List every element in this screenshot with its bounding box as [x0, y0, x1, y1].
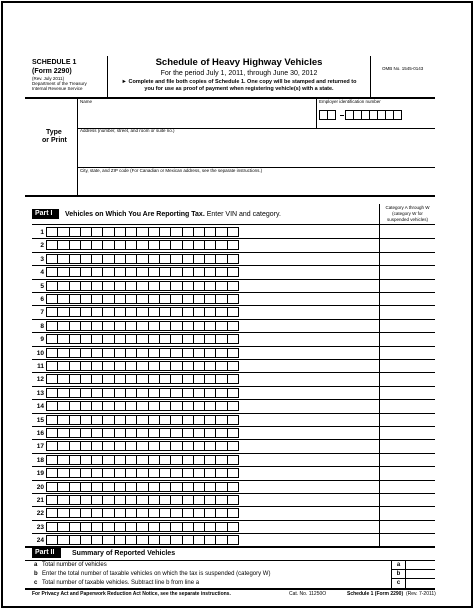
category-input[interactable]	[380, 506, 435, 519]
row-number: 19	[36, 470, 44, 478]
instruction-line-2: you for use as proof of payment when registering vehicle(s) with a state.	[144, 86, 334, 92]
line-b-text: Enter the total number of taxable vehicles on which the tax is suspended (category W)	[42, 571, 271, 577]
type-label: Type	[46, 129, 62, 136]
row-number: 18	[36, 456, 44, 464]
or-print-label: or Print	[42, 137, 67, 144]
vehicle-row	[25, 359, 435, 373]
category-input[interactable]	[380, 305, 435, 318]
row-number: 22	[36, 510, 44, 518]
privacy-notice: For Privacy Act and Paperwork Reduction Act Notice, see the separate instructions.	[32, 591, 231, 597]
line-a-input[interactable]	[406, 561, 435, 569]
vehicle-row	[25, 319, 435, 333]
category-input[interactable]	[380, 520, 435, 533]
category-input[interactable]	[380, 480, 435, 493]
vin-input[interactable]	[47, 441, 239, 451]
city-label: City, state, and ZIP code (For Canadian or Mexican address, see the separate instructions.)	[80, 168, 263, 173]
vehicle-row	[25, 386, 435, 400]
line-c-text: Total number of taxable vehicles. Subtract line b from line a	[42, 580, 200, 586]
instruction-line-1: ► Complete and file both copies of Schedule 1. One copy will be stamped and returned to	[121, 79, 357, 85]
category-input[interactable]	[380, 252, 435, 265]
vin-input[interactable]	[47, 348, 239, 358]
category-input[interactable]	[380, 372, 435, 385]
ein-label: Employer identification number	[319, 99, 381, 104]
category-header-2: (category W for	[392, 211, 423, 216]
row-number: 20	[36, 483, 44, 491]
row-number: 17	[36, 443, 44, 451]
vehicle-row	[25, 279, 435, 293]
ein-boxes-2[interactable]	[346, 110, 402, 120]
revision-label: (Rev. July 2011)	[32, 76, 65, 81]
row-number: 14	[36, 403, 44, 411]
name-label: Name	[80, 99, 93, 104]
line-a-letter: a	[34, 562, 38, 568]
part-1-title: Vehicles on Which You Are Reporting Tax. Enter VIN and category.	[65, 211, 281, 218]
row-number: 1	[40, 229, 44, 236]
vehicle-row	[25, 439, 435, 453]
department-label: Department of the Treasury	[32, 81, 87, 86]
vin-input[interactable]	[47, 468, 239, 478]
category-input[interactable]	[380, 346, 435, 359]
category-input[interactable]	[380, 493, 435, 506]
vin-input[interactable]	[47, 482, 239, 492]
row-number: 23	[36, 523, 44, 531]
vin-input[interactable]	[47, 535, 239, 545]
form-title: Schedule of Heavy Highway Vehicles	[155, 57, 323, 68]
ein-boxes[interactable]	[320, 110, 336, 120]
row-number: 16	[36, 430, 44, 437]
row-number: 21	[36, 497, 44, 504]
vehicle-row	[25, 265, 435, 279]
vehicle-row	[25, 506, 435, 520]
vehicle-row	[25, 305, 435, 319]
vehicle-row	[25, 332, 435, 346]
category-input[interactable]	[380, 332, 435, 345]
box-b-label: b	[396, 571, 401, 577]
row-number: 5	[40, 282, 44, 290]
omb-number: OMB No. 1545-0143	[382, 66, 424, 71]
row-number: 2	[40, 242, 44, 250]
vin-input[interactable]	[47, 321, 239, 331]
vin-input[interactable]	[47, 227, 239, 237]
vehicle-row	[25, 252, 435, 266]
vehicle-row	[25, 520, 435, 534]
vin-input[interactable]	[47, 428, 239, 438]
row-number: 10	[36, 349, 44, 357]
vin-input[interactable]	[47, 455, 239, 465]
vin-input[interactable]	[47, 254, 239, 264]
vehicle-row	[25, 399, 435, 413]
row-number: 13	[36, 389, 44, 397]
vehicle-row	[25, 426, 435, 440]
row-number: 24	[36, 537, 44, 545]
category-input[interactable]	[380, 399, 435, 412]
vehicle-row	[25, 466, 435, 480]
category-input[interactable]	[380, 533, 435, 546]
footer-schedule: Schedule 1 (Form 2290)	[347, 591, 404, 597]
row-number: 4	[40, 269, 44, 277]
vehicle-row	[25, 480, 435, 494]
form-label: (Form 2290)	[32, 68, 72, 75]
row-number: 6	[40, 296, 44, 303]
vin-input[interactable]	[47, 267, 239, 277]
footer-revision: (Rev. 7-2011)	[406, 591, 436, 597]
part-2-title: Summary of Reported Vehicles	[72, 550, 176, 557]
category-input[interactable]	[380, 319, 435, 332]
row-number: 7	[40, 309, 44, 317]
vin-input[interactable]	[47, 281, 239, 291]
line-b-letter: b	[34, 571, 38, 577]
category-input[interactable]	[380, 439, 435, 452]
vin-input[interactable]	[47, 508, 239, 518]
part-1-tag: Part I	[32, 209, 59, 219]
address-label: Address (number, street, and room or suite no.)	[80, 128, 175, 133]
category-input[interactable]	[380, 225, 435, 238]
vin-input[interactable]	[47, 388, 239, 398]
vin-input[interactable]	[47, 240, 239, 250]
part-2-tag: Part II	[32, 548, 61, 558]
line-a-text: Total number of vehicles	[42, 562, 107, 568]
vehicle-row	[25, 346, 435, 360]
row-number: 9	[40, 336, 44, 344]
vin-input[interactable]	[47, 294, 239, 304]
vehicle-row	[25, 238, 435, 252]
vin-input[interactable]	[47, 334, 239, 344]
vehicle-row	[25, 453, 435, 467]
category-input[interactable]	[380, 238, 435, 251]
category-input[interactable]	[380, 413, 435, 426]
category-input[interactable]	[380, 292, 435, 305]
vin-input[interactable]	[47, 495, 239, 505]
vin-input[interactable]	[47, 401, 239, 411]
category-input[interactable]	[380, 386, 435, 399]
row-number: 3	[40, 255, 44, 263]
line-c-input[interactable]	[406, 579, 435, 587]
vehicle-row	[25, 372, 435, 386]
category-input[interactable]	[380, 359, 435, 372]
schedule-label: SCHEDULE 1	[32, 59, 77, 66]
vehicle-row	[25, 292, 435, 306]
line-b-input[interactable]	[406, 570, 435, 578]
vin-input[interactable]	[47, 415, 239, 425]
form-schedule-1	[25, 56, 435, 602]
irs-label: Internal Revenue Service	[32, 86, 83, 91]
category-header-1: Category A through W	[385, 205, 430, 210]
vehicle-row	[25, 225, 435, 239]
category-header-3: suspended vehicles)	[386, 217, 429, 222]
row-number: 12	[36, 376, 44, 384]
row-number: 8	[40, 322, 44, 330]
vin-input[interactable]	[47, 522, 239, 532]
category-input[interactable]	[380, 279, 435, 292]
line-c-letter: c	[34, 580, 38, 586]
catalog-number: Cat. No. 11250O	[289, 591, 327, 597]
tax-period: For the period July 1, 2011, through June 30, 2012	[160, 70, 318, 77]
row-number: 11	[37, 363, 44, 370]
category-input[interactable]	[380, 426, 435, 439]
category-input[interactable]	[380, 453, 435, 466]
box-c-label: c	[396, 580, 401, 586]
vehicle-row	[25, 533, 435, 547]
category-input[interactable]	[380, 265, 435, 278]
row-number: 15	[36, 416, 44, 424]
category-input[interactable]	[380, 466, 435, 479]
vehicle-row	[25, 493, 435, 507]
vin-input[interactable]	[47, 374, 239, 384]
vehicle-row	[25, 413, 435, 427]
vin-input[interactable]	[47, 307, 239, 317]
box-a-label: a	[396, 562, 401, 568]
vin-input[interactable]	[47, 361, 239, 371]
